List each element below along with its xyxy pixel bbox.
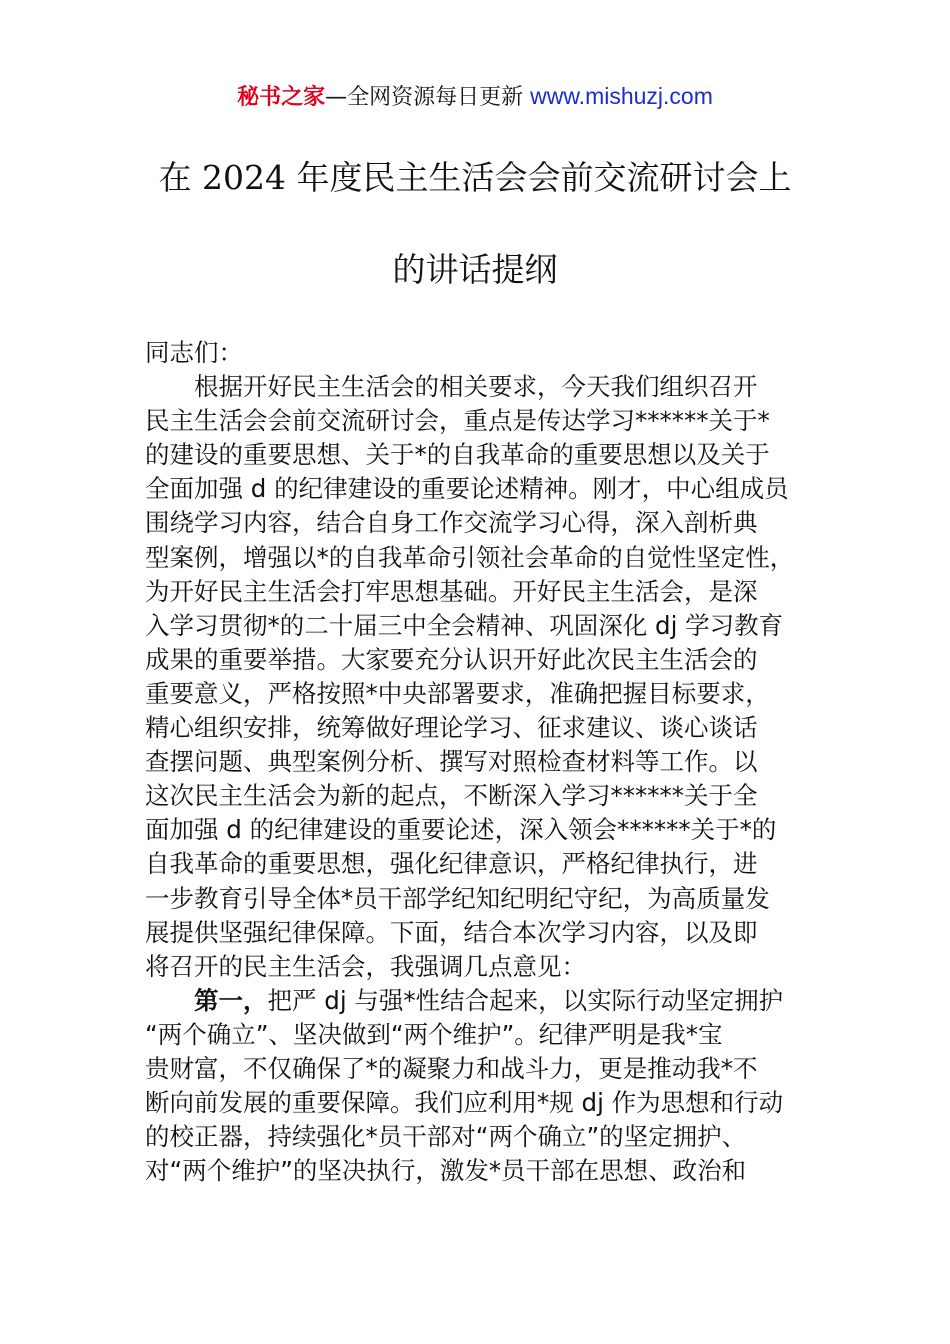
paragraph-line: 一步教育引导全体*员干部学纪知纪明纪守纪，为高质量发	[145, 883, 770, 913]
paragraph-line: 的建设的重要思想、关于*的自我革命的重要思想以及关于	[145, 440, 770, 470]
paragraph-line: 型案例，增强以*的自我革命引领社会革命的自觉性坚定性，	[145, 542, 795, 572]
paragraph-line: 断向前发展的重要保障。我们应利用*规 dj 作为思想和行动	[145, 1088, 784, 1118]
paragraph-line: 查摆问题、典型案例分析、撰写对照检查材料等工作。以	[145, 747, 758, 777]
site-tagline: —全网资源每日更新	[325, 85, 531, 110]
point-one-label: 第一，	[194, 985, 268, 1015]
document-title-line-2: 的讲话提纲	[392, 250, 558, 289]
paragraph-line: 精心组织安排，统筹做好理论学习、征求建议、谈心谈话	[145, 713, 758, 743]
point-one-lead-text: 把严 dj 与强*性结合起来，以实际行动坚定拥护	[267, 985, 784, 1015]
paragraph-line: 自我革命的重要思想，强化纪律意识，严格纪律执行，进	[145, 849, 758, 879]
paragraph-line: 面加强 d 的纪律建设的重要论述，深入领会******关于*的	[145, 815, 777, 845]
paragraph-line: 入学习贯彻*的二十届三中全会精神、巩固深化 dj 学习教育	[145, 610, 784, 640]
site-header	[0, 80, 950, 114]
brand-name: 秘书之家	[237, 85, 326, 110]
paragraph-line: 重要意义，严格按照*中央部署要求，准确把握目标要求，	[145, 678, 770, 708]
paragraph-line: 将召开的民主生活会，我强调几点意见：	[145, 951, 586, 981]
paragraph-line: 对“两个维护”的坚决执行，激发*员干部在思想、政治和	[145, 1156, 747, 1186]
paragraph-line: 民主生活会会前交流研讨会，重点是传达学习******关于*	[145, 406, 770, 436]
paragraph-line: 这次民主生活会为新的起点，不断深入学习******关于全	[145, 781, 758, 811]
paragraph-line: “两个确立”、坚决做到“两个维护”。纪律严明是我*宝	[145, 1019, 723, 1049]
document-title-line-1: 在 2024 年度民主生活会会前交流研讨会上	[158, 158, 792, 197]
paragraph-line: 展提供坚强纪律保障。下面，结合本次学习内容，以及即	[145, 917, 758, 947]
salutation: 同志们：	[145, 338, 243, 367]
paragraph-line: 成果的重要举措。大家要充分认识开好此次民主生活会的	[145, 644, 758, 674]
paragraph-line: 围绕学习内容，结合自身工作交流学习心得，深入剖析典	[145, 508, 758, 538]
document-body	[145, 336, 825, 1188]
paragraph-line: 为开好民主生活会打牢思想基础。开好民主生活会，是深	[145, 576, 758, 606]
site-url-link[interactable]: www.mishuzj.com	[530, 83, 713, 109]
paragraph-line: 根据开好民主生活会的相关要求，今天我们组织召开	[194, 372, 758, 402]
paragraph-line: 的校正器，持续强化*员干部对“两个确立”的坚定拥护、	[145, 1122, 747, 1152]
point-one-lead-line	[145, 984, 825, 1018]
paragraph-line: 贵财富，不仅确保了*的凝聚力和战斗力，更是推动我*不	[145, 1053, 758, 1083]
paragraph-line: 全面加强 d 的纪律建设的重要论述精神。刚才，中心组成员	[145, 474, 789, 504]
